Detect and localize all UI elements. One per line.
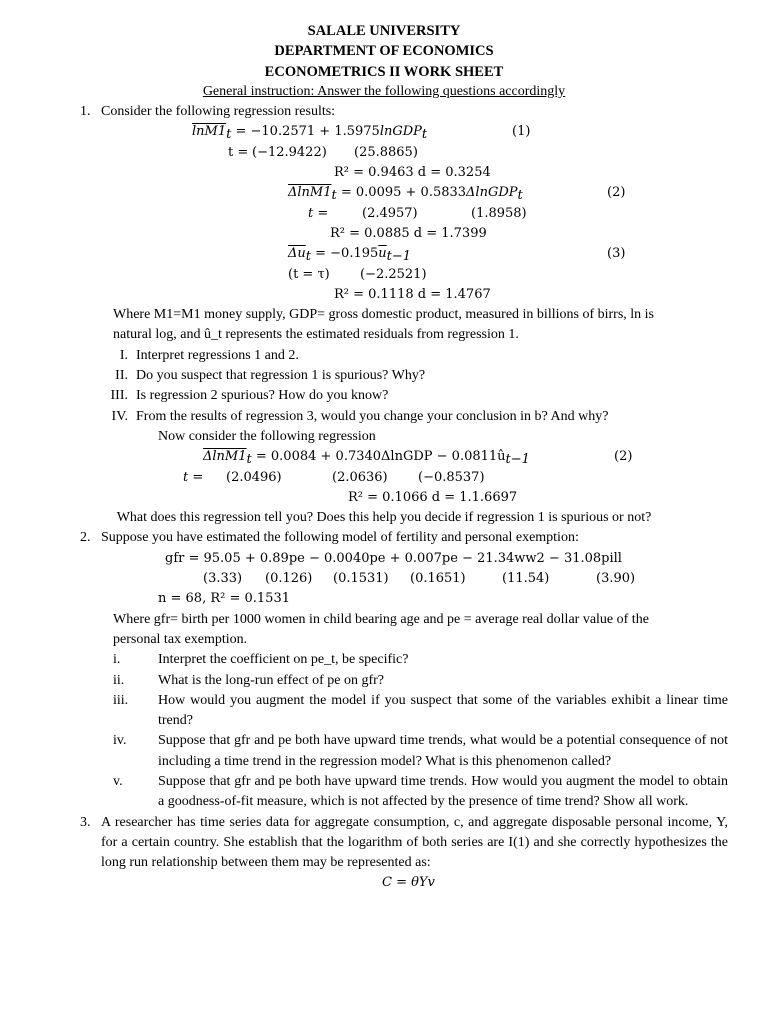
eq2-lhs: ΔlnM1: [288, 185, 332, 201]
item-number: IV.: [111, 408, 128, 424]
eq4-r2-d: R² = 0.1066 d = 1.1.6697: [348, 489, 518, 505]
fertility-std-errors: [0, 569, 768, 589]
equation-2-tstats: [0, 204, 768, 224]
eq2-var: ΔlnGDP: [466, 185, 518, 201]
eq4-t-value-3: (−0.8537): [418, 469, 485, 485]
item-text: Is regression 2 spurious? How do you know?: [136, 388, 389, 404]
q1-where-line-1: Where M1=M1 money supply, GDP= gross domestic product, measured in billions of birrs, ln is: [113, 307, 654, 323]
eq3-rhs: = −0.195: [311, 246, 379, 262]
eq1-t-value-1: (−12.9422): [252, 144, 327, 160]
eq1-r2-d: R² = 0.9463 d = 0.3254: [334, 165, 491, 181]
equation-4-tstats: [0, 468, 768, 488]
eq1-t-value-2: (25.8865): [354, 144, 418, 160]
university-name: SALALE UNIVERSITY: [307, 23, 461, 39]
fertility-equation: [0, 549, 768, 569]
q1-item-1: [0, 346, 768, 366]
department-name: DEPARTMENT OF ECONOMICS: [274, 43, 494, 60]
eq4-lhs: ΔlnM1: [203, 449, 247, 465]
item-text: Interpret the coefficient on pe_t, be specific?: [158, 652, 409, 668]
eq2-number: (2): [607, 185, 626, 201]
equation-4: $\Delta\ln M1_t = 0.0084$ + 0.7340ΔlnGDP − $0.0811û_{t-1}$ (2): [203, 449, 633, 468]
q1-item-3: [0, 386, 768, 406]
item-number: II.: [115, 368, 128, 384]
se-3: (0.1531): [333, 571, 389, 587]
item-text: Suppose that gfr and pe both have upward time trends. How would you augment the model to obtain a goodness-of-fit measure, which is not affected by the presence of time trend? Show all work.: [158, 773, 728, 810]
q1-final-question: What does this regression tell you? Does this help you decide if regression 1 is spurious or not?: [116, 510, 652, 526]
question-text: A researcher has time series data for aggregate consumption, c, and aggregate disposable personal income, Y, for a certain country. She establish that the logarithm of both series are I(1) and she correctly hypothesizes the long run relationship between them may be represented as:: [101, 814, 728, 871]
eq1-lhs: lnM1: [192, 124, 227, 140]
se-4: (0.1651): [410, 571, 466, 587]
eq2-t-value-2: (1.8958): [471, 205, 527, 221]
equation-3-tstats: [0, 265, 768, 285]
q1-item-4: [0, 407, 768, 427]
eq1-number: (1): [512, 124, 531, 140]
se-2: (0.126): [265, 571, 313, 587]
equation-2-fit: [0, 224, 768, 244]
eq3-r2-d: R² = 0.1118 d = 1.4767: [334, 286, 491, 302]
question-number: 1.: [80, 104, 91, 120]
eq3-t-value-1: (−2.2521): [360, 266, 427, 282]
q1-now-consider: Now consider the following regression: [158, 428, 376, 444]
question-3: [0, 813, 768, 874]
eq2-rhs: = 0.0095 + 0.5833: [336, 185, 467, 201]
eq3-t-label: (t = τ): [288, 266, 330, 282]
question-2: [0, 528, 768, 548]
item-number: i.: [113, 652, 121, 668]
equation-3: $\overline{\Delta u}_t = -0.195\overline{u}_{t-1}$ (3): [288, 246, 626, 265]
q2-item-1: [0, 650, 768, 670]
eq1-var: lnGDP: [379, 124, 422, 140]
equation-2: $\Delta\ln M1_t = 0.0095$ + 0.5833ΔlnGDP$_t$ (2): [288, 185, 626, 204]
item-number: I.: [119, 347, 128, 363]
eq2-t-label: t =: [308, 205, 329, 221]
item-text: What is the long-run effect of pe on gfr?: [158, 672, 384, 688]
item-number: iv.: [113, 733, 127, 749]
item-number: III.: [110, 388, 128, 404]
q2-item-2: [0, 671, 768, 691]
equation-1-fit: [0, 163, 768, 183]
fertility-sample-info: [0, 589, 768, 609]
item-text: Interpret regressions 1 and 2.: [136, 347, 299, 363]
equation-4-fit: [0, 488, 768, 508]
consumption-equation-text: C = θYv: [382, 875, 435, 891]
question-intro: Consider the following regression results:: [101, 104, 336, 120]
se-1: (3.33): [203, 571, 243, 587]
eq4-number: (2): [614, 449, 633, 465]
q2-item-3: [0, 691, 768, 732]
question-intro: Suppose you have estimated the following model of fertility and personal exemption:: [101, 530, 579, 546]
se-6: (3.90): [596, 571, 636, 587]
worksheet-page: [0, 21, 768, 894]
equation-1: $\ln M1_t = -10.2571$ + 1.5975lnGDP$_t$ (1): [192, 124, 531, 143]
eq3-var: $\overline{u}$: [378, 246, 387, 262]
q1-item-2: [0, 366, 768, 386]
eq2-t-value-1: (2.4957): [362, 205, 418, 221]
q2-where-line-1: Where gfr= birth per 1000 women in child bearing age and pe = average real dollar value of the: [113, 611, 649, 627]
item-text: From the results of regression 3, would you change your conclusion in b? And why?: [136, 408, 609, 424]
equation-3-fit: [0, 285, 768, 305]
eq1-rhs: = −10.2571 + 1.5975: [231, 124, 380, 140]
se-5: (11.54): [502, 571, 550, 587]
item-text: Do you suspect that regression 1 is spurious? Why?: [136, 368, 426, 384]
sample-size-r2: n = 68, R² = 0.1531: [158, 591, 290, 607]
worksheet-title: ECONOMETRICS II WORK SHEET: [264, 63, 504, 80]
q1-where-line-2: natural log, and û_t represents the estimated residuals from regression 1.: [113, 327, 519, 343]
eq3-number: (3): [607, 246, 626, 262]
fertility-equation-text: gfr = 95.05 + 0.89pe − 0.0040pe + 0.007pe − 21.34ww2 − 31.08pill: [165, 550, 622, 566]
item-number: v.: [113, 773, 123, 789]
q2-item-5: [0, 772, 768, 813]
eq2-r2-d: R² = 0.0885 d = 1.7399: [330, 225, 487, 241]
equation-1-tstats: [0, 143, 768, 163]
question-number: 2.: [80, 530, 91, 546]
eq4-t-value-1: (2.0496): [226, 469, 282, 485]
eq1-t-label: t =: [228, 144, 249, 160]
general-instruction: General instruction: Answer the following questions accordingly: [202, 83, 566, 99]
item-text: Suppose that gfr and pe both have upward time trends, what would be a potential consequence of not including a time trend in the regression model? What is this phenomenon called?: [158, 733, 728, 769]
question-number: 3.: [80, 814, 91, 830]
item-number: ii.: [113, 672, 125, 688]
eq4-rhs: = 0.0084 + 0.7340ΔlnGDP − 0.0811û: [251, 449, 506, 465]
eq3-lhs: $\overline{\Delta u}$: [288, 246, 306, 262]
item-text: How would you augment the model if you suspect that some of the variables exhibit a linear time trend?: [158, 692, 728, 729]
q2-item-4: [0, 731, 768, 772]
eq4-t-label: t =: [183, 469, 204, 485]
item-number: iii.: [113, 692, 129, 708]
q2-where-line-2: personal tax exemption.: [113, 631, 248, 647]
consumption-equation: [0, 873, 768, 893]
question-1: [0, 102, 768, 122]
eq4-t-value-2: (2.0636): [332, 469, 388, 485]
